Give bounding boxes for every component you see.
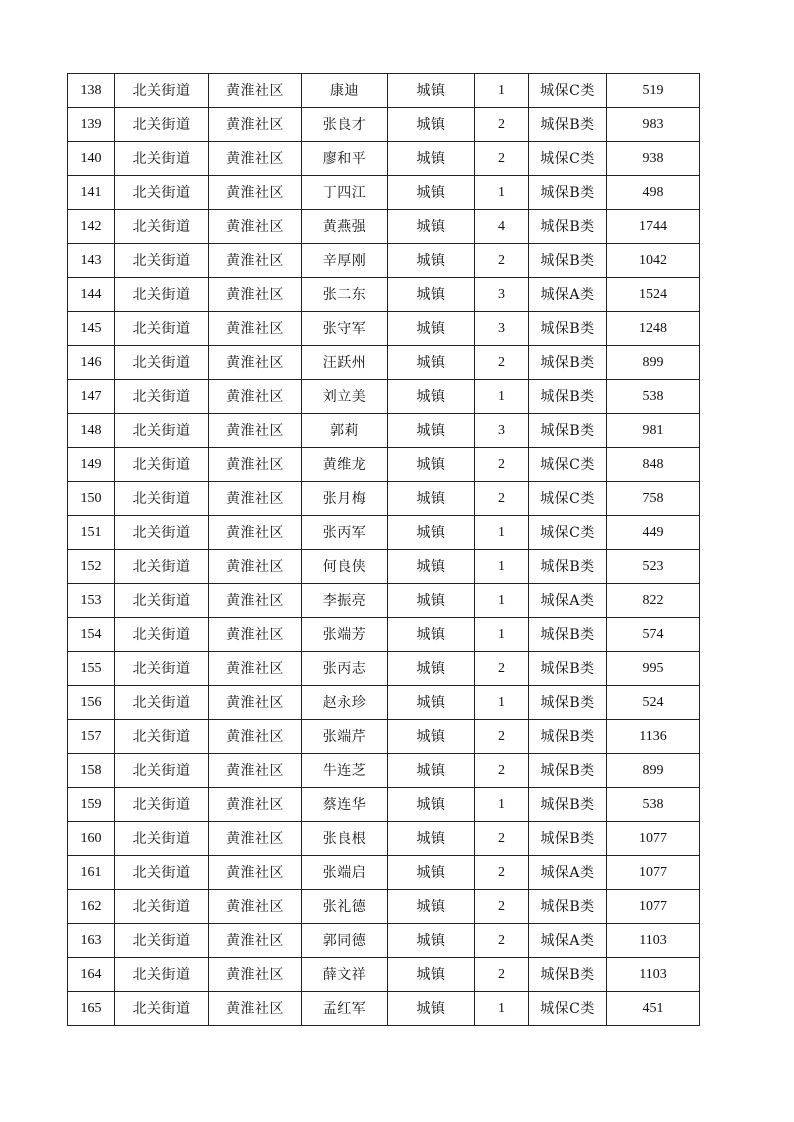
street-cell: 北关街道	[115, 788, 209, 822]
person-name-cell: 丁四江	[302, 176, 388, 210]
table-row	[68, 924, 700, 958]
insurance-category-cell: 城保B类	[529, 822, 607, 856]
community-cell: 黄淮社区	[209, 380, 302, 414]
area-type-cell: 城镇	[388, 380, 475, 414]
area-type-cell: 城镇	[388, 652, 475, 686]
community-cell: 黄淮社区	[209, 686, 302, 720]
person-name-cell: 康迪	[302, 74, 388, 108]
person-name-cell: 张端启	[302, 856, 388, 890]
table-row	[68, 278, 700, 312]
amount-cell: 519	[607, 74, 700, 108]
insurance-category-cell: 城保B类	[529, 380, 607, 414]
amount-cell: 1744	[607, 210, 700, 244]
household-size-cell: 2	[475, 448, 529, 482]
row-number-cell: 158	[68, 754, 115, 788]
community-cell: 黄淮社区	[209, 516, 302, 550]
table-row	[68, 108, 700, 142]
street-cell: 北关街道	[115, 380, 209, 414]
community-cell: 黄淮社区	[209, 108, 302, 142]
street-cell: 北关街道	[115, 822, 209, 856]
person-name-cell: 廖和平	[302, 142, 388, 176]
household-size-cell: 2	[475, 108, 529, 142]
table-row	[68, 312, 700, 346]
street-cell: 北关街道	[115, 414, 209, 448]
street-cell: 北关街道	[115, 890, 209, 924]
table-row	[68, 754, 700, 788]
amount-cell: 899	[607, 754, 700, 788]
area-type-cell: 城镇	[388, 890, 475, 924]
street-cell: 北关街道	[115, 312, 209, 346]
row-number-cell: 146	[68, 346, 115, 380]
row-number-cell: 140	[68, 142, 115, 176]
table-row	[68, 720, 700, 754]
area-type-cell: 城镇	[388, 856, 475, 890]
insurance-category-cell: 城保B类	[529, 788, 607, 822]
area-type-cell: 城镇	[388, 788, 475, 822]
row-number-cell: 164	[68, 958, 115, 992]
area-type-cell: 城镇	[388, 516, 475, 550]
insurance-category-cell: 城保B类	[529, 210, 607, 244]
area-type-cell: 城镇	[388, 74, 475, 108]
amount-cell: 1103	[607, 924, 700, 958]
table-row	[68, 176, 700, 210]
area-type-cell: 城镇	[388, 550, 475, 584]
records-table	[67, 73, 700, 1026]
community-cell: 黄淮社区	[209, 822, 302, 856]
street-cell: 北关街道	[115, 618, 209, 652]
row-number-cell: 141	[68, 176, 115, 210]
community-cell: 黄淮社区	[209, 788, 302, 822]
household-size-cell: 2	[475, 482, 529, 516]
table-row	[68, 618, 700, 652]
table-row	[68, 822, 700, 856]
street-cell: 北关街道	[115, 550, 209, 584]
table-row	[68, 992, 700, 1026]
row-number-cell: 153	[68, 584, 115, 618]
street-cell: 北关街道	[115, 74, 209, 108]
household-size-cell: 1	[475, 550, 529, 584]
amount-cell: 822	[607, 584, 700, 618]
community-cell: 黄淮社区	[209, 652, 302, 686]
area-type-cell: 城镇	[388, 482, 475, 516]
household-size-cell: 1	[475, 992, 529, 1026]
person-name-cell: 张良根	[302, 822, 388, 856]
table-body	[68, 74, 700, 1026]
row-number-cell: 151	[68, 516, 115, 550]
amount-cell: 1103	[607, 958, 700, 992]
person-name-cell: 薛文祥	[302, 958, 388, 992]
insurance-category-cell: 城保B类	[529, 414, 607, 448]
community-cell: 黄淮社区	[209, 890, 302, 924]
community-cell: 黄淮社区	[209, 176, 302, 210]
row-number-cell: 139	[68, 108, 115, 142]
row-number-cell: 155	[68, 652, 115, 686]
row-number-cell: 162	[68, 890, 115, 924]
street-cell: 北关街道	[115, 108, 209, 142]
community-cell: 黄淮社区	[209, 278, 302, 312]
community-cell: 黄淮社区	[209, 210, 302, 244]
amount-cell: 538	[607, 380, 700, 414]
amount-cell: 1077	[607, 890, 700, 924]
row-number-cell: 147	[68, 380, 115, 414]
person-name-cell: 蔡连华	[302, 788, 388, 822]
person-name-cell: 黄燕强	[302, 210, 388, 244]
area-type-cell: 城镇	[388, 108, 475, 142]
household-size-cell: 2	[475, 822, 529, 856]
person-name-cell: 何良侠	[302, 550, 388, 584]
person-name-cell: 赵永珍	[302, 686, 388, 720]
street-cell: 北关街道	[115, 924, 209, 958]
insurance-category-cell: 城保C类	[529, 482, 607, 516]
community-cell: 黄淮社区	[209, 754, 302, 788]
row-number-cell: 150	[68, 482, 115, 516]
table-row	[68, 210, 700, 244]
table-row	[68, 142, 700, 176]
area-type-cell: 城镇	[388, 992, 475, 1026]
insurance-category-cell: 城保A类	[529, 584, 607, 618]
person-name-cell: 张端芳	[302, 618, 388, 652]
amount-cell: 451	[607, 992, 700, 1026]
community-cell: 黄淮社区	[209, 618, 302, 652]
row-number-cell: 148	[68, 414, 115, 448]
street-cell: 北关街道	[115, 754, 209, 788]
row-number-cell: 159	[68, 788, 115, 822]
household-size-cell: 1	[475, 74, 529, 108]
area-type-cell: 城镇	[388, 618, 475, 652]
table-row	[68, 550, 700, 584]
household-size-cell: 4	[475, 210, 529, 244]
street-cell: 北关街道	[115, 346, 209, 380]
insurance-category-cell: 城保B类	[529, 890, 607, 924]
person-name-cell: 刘立美	[302, 380, 388, 414]
community-cell: 黄淮社区	[209, 244, 302, 278]
amount-cell: 981	[607, 414, 700, 448]
amount-cell: 574	[607, 618, 700, 652]
amount-cell: 995	[607, 652, 700, 686]
street-cell: 北关街道	[115, 142, 209, 176]
amount-cell: 1077	[607, 856, 700, 890]
amount-cell: 848	[607, 448, 700, 482]
community-cell: 黄淮社区	[209, 74, 302, 108]
area-type-cell: 城镇	[388, 958, 475, 992]
community-cell: 黄淮社区	[209, 992, 302, 1026]
table-row	[68, 482, 700, 516]
table-row	[68, 958, 700, 992]
person-name-cell: 张丙志	[302, 652, 388, 686]
amount-cell: 1077	[607, 822, 700, 856]
area-type-cell: 城镇	[388, 142, 475, 176]
table-row	[68, 346, 700, 380]
person-name-cell: 张礼德	[302, 890, 388, 924]
household-size-cell: 2	[475, 958, 529, 992]
street-cell: 北关街道	[115, 278, 209, 312]
community-cell: 黄淮社区	[209, 550, 302, 584]
household-size-cell: 1	[475, 788, 529, 822]
insurance-category-cell: 城保A类	[529, 278, 607, 312]
community-cell: 黄淮社区	[209, 924, 302, 958]
person-name-cell: 张守军	[302, 312, 388, 346]
amount-cell: 983	[607, 108, 700, 142]
insurance-category-cell: 城保C类	[529, 142, 607, 176]
street-cell: 北关街道	[115, 482, 209, 516]
street-cell: 北关街道	[115, 584, 209, 618]
area-type-cell: 城镇	[388, 686, 475, 720]
row-number-cell: 144	[68, 278, 115, 312]
street-cell: 北关街道	[115, 686, 209, 720]
insurance-category-cell: 城保A类	[529, 924, 607, 958]
household-size-cell: 2	[475, 754, 529, 788]
area-type-cell: 城镇	[388, 584, 475, 618]
row-number-cell: 145	[68, 312, 115, 346]
person-name-cell: 牛连芝	[302, 754, 388, 788]
amount-cell: 523	[607, 550, 700, 584]
area-type-cell: 城镇	[388, 448, 475, 482]
insurance-category-cell: 城保B类	[529, 618, 607, 652]
insurance-category-cell: 城保A类	[529, 856, 607, 890]
person-name-cell: 孟红军	[302, 992, 388, 1026]
row-number-cell: 165	[68, 992, 115, 1026]
insurance-category-cell: 城保B类	[529, 754, 607, 788]
amount-cell: 449	[607, 516, 700, 550]
amount-cell: 938	[607, 142, 700, 176]
person-name-cell: 汪跃州	[302, 346, 388, 380]
row-number-cell: 152	[68, 550, 115, 584]
insurance-category-cell: 城保C类	[529, 448, 607, 482]
table-row	[68, 788, 700, 822]
area-type-cell: 城镇	[388, 924, 475, 958]
household-size-cell: 2	[475, 924, 529, 958]
person-name-cell: 黄维龙	[302, 448, 388, 482]
table-row	[68, 74, 700, 108]
amount-cell: 498	[607, 176, 700, 210]
person-name-cell: 李振亮	[302, 584, 388, 618]
amount-cell: 899	[607, 346, 700, 380]
table-row	[68, 448, 700, 482]
table-row	[68, 380, 700, 414]
amount-cell: 538	[607, 788, 700, 822]
insurance-category-cell: 城保B类	[529, 108, 607, 142]
household-size-cell: 2	[475, 652, 529, 686]
area-type-cell: 城镇	[388, 244, 475, 278]
street-cell: 北关街道	[115, 992, 209, 1026]
row-number-cell: 138	[68, 74, 115, 108]
insurance-category-cell: 城保B类	[529, 312, 607, 346]
household-size-cell: 3	[475, 414, 529, 448]
amount-cell: 1042	[607, 244, 700, 278]
community-cell: 黄淮社区	[209, 584, 302, 618]
table-row	[68, 516, 700, 550]
table-row	[68, 584, 700, 618]
area-type-cell: 城镇	[388, 278, 475, 312]
amount-cell: 1248	[607, 312, 700, 346]
table-row	[68, 244, 700, 278]
row-number-cell: 142	[68, 210, 115, 244]
household-size-cell: 1	[475, 686, 529, 720]
household-size-cell: 2	[475, 142, 529, 176]
area-type-cell: 城镇	[388, 346, 475, 380]
street-cell: 北关街道	[115, 720, 209, 754]
street-cell: 北关街道	[115, 652, 209, 686]
row-number-cell: 143	[68, 244, 115, 278]
table-row	[68, 890, 700, 924]
area-type-cell: 城镇	[388, 176, 475, 210]
community-cell: 黄淮社区	[209, 958, 302, 992]
community-cell: 黄淮社区	[209, 856, 302, 890]
table-row	[68, 414, 700, 448]
row-number-cell: 156	[68, 686, 115, 720]
person-name-cell: 张二东	[302, 278, 388, 312]
insurance-category-cell: 城保B类	[529, 958, 607, 992]
household-size-cell: 2	[475, 720, 529, 754]
household-size-cell: 1	[475, 516, 529, 550]
household-size-cell: 2	[475, 244, 529, 278]
household-size-cell: 2	[475, 890, 529, 924]
insurance-category-cell: 城保B类	[529, 720, 607, 754]
community-cell: 黄淮社区	[209, 414, 302, 448]
community-cell: 黄淮社区	[209, 346, 302, 380]
insurance-category-cell: 城保B类	[529, 686, 607, 720]
table-row	[68, 652, 700, 686]
person-name-cell: 郭同德	[302, 924, 388, 958]
row-number-cell: 163	[68, 924, 115, 958]
household-size-cell: 3	[475, 278, 529, 312]
row-number-cell: 149	[68, 448, 115, 482]
household-size-cell: 1	[475, 380, 529, 414]
insurance-category-cell: 城保B类	[529, 346, 607, 380]
community-cell: 黄淮社区	[209, 482, 302, 516]
household-size-cell: 1	[475, 176, 529, 210]
community-cell: 黄淮社区	[209, 312, 302, 346]
person-name-cell: 辛厚刚	[302, 244, 388, 278]
area-type-cell: 城镇	[388, 822, 475, 856]
household-size-cell: 1	[475, 618, 529, 652]
insurance-category-cell: 城保C类	[529, 992, 607, 1026]
person-name-cell: 郭莉	[302, 414, 388, 448]
person-name-cell: 张丙军	[302, 516, 388, 550]
row-number-cell: 157	[68, 720, 115, 754]
street-cell: 北关街道	[115, 448, 209, 482]
street-cell: 北关街道	[115, 210, 209, 244]
area-type-cell: 城镇	[388, 720, 475, 754]
household-size-cell: 2	[475, 856, 529, 890]
area-type-cell: 城镇	[388, 754, 475, 788]
row-number-cell: 161	[68, 856, 115, 890]
street-cell: 北关街道	[115, 516, 209, 550]
area-type-cell: 城镇	[388, 414, 475, 448]
insurance-category-cell: 城保C类	[529, 74, 607, 108]
household-size-cell: 1	[475, 584, 529, 618]
street-cell: 北关街道	[115, 244, 209, 278]
insurance-category-cell: 城保B类	[529, 652, 607, 686]
person-name-cell: 张端芹	[302, 720, 388, 754]
insurance-category-cell: 城保B类	[529, 176, 607, 210]
amount-cell: 758	[607, 482, 700, 516]
amount-cell: 1136	[607, 720, 700, 754]
street-cell: 北关街道	[115, 856, 209, 890]
area-type-cell: 城镇	[388, 312, 475, 346]
amount-cell: 524	[607, 686, 700, 720]
street-cell: 北关街道	[115, 176, 209, 210]
area-type-cell: 城镇	[388, 210, 475, 244]
household-size-cell: 2	[475, 346, 529, 380]
table-row	[68, 856, 700, 890]
row-number-cell: 160	[68, 822, 115, 856]
table-row	[68, 686, 700, 720]
community-cell: 黄淮社区	[209, 448, 302, 482]
person-name-cell: 张良才	[302, 108, 388, 142]
insurance-category-cell: 城保B类	[529, 244, 607, 278]
insurance-category-cell: 城保B类	[529, 550, 607, 584]
community-cell: 黄淮社区	[209, 720, 302, 754]
street-cell: 北关街道	[115, 958, 209, 992]
row-number-cell: 154	[68, 618, 115, 652]
amount-cell: 1524	[607, 278, 700, 312]
insurance-category-cell: 城保C类	[529, 516, 607, 550]
community-cell: 黄淮社区	[209, 142, 302, 176]
person-name-cell: 张月梅	[302, 482, 388, 516]
household-size-cell: 3	[475, 312, 529, 346]
